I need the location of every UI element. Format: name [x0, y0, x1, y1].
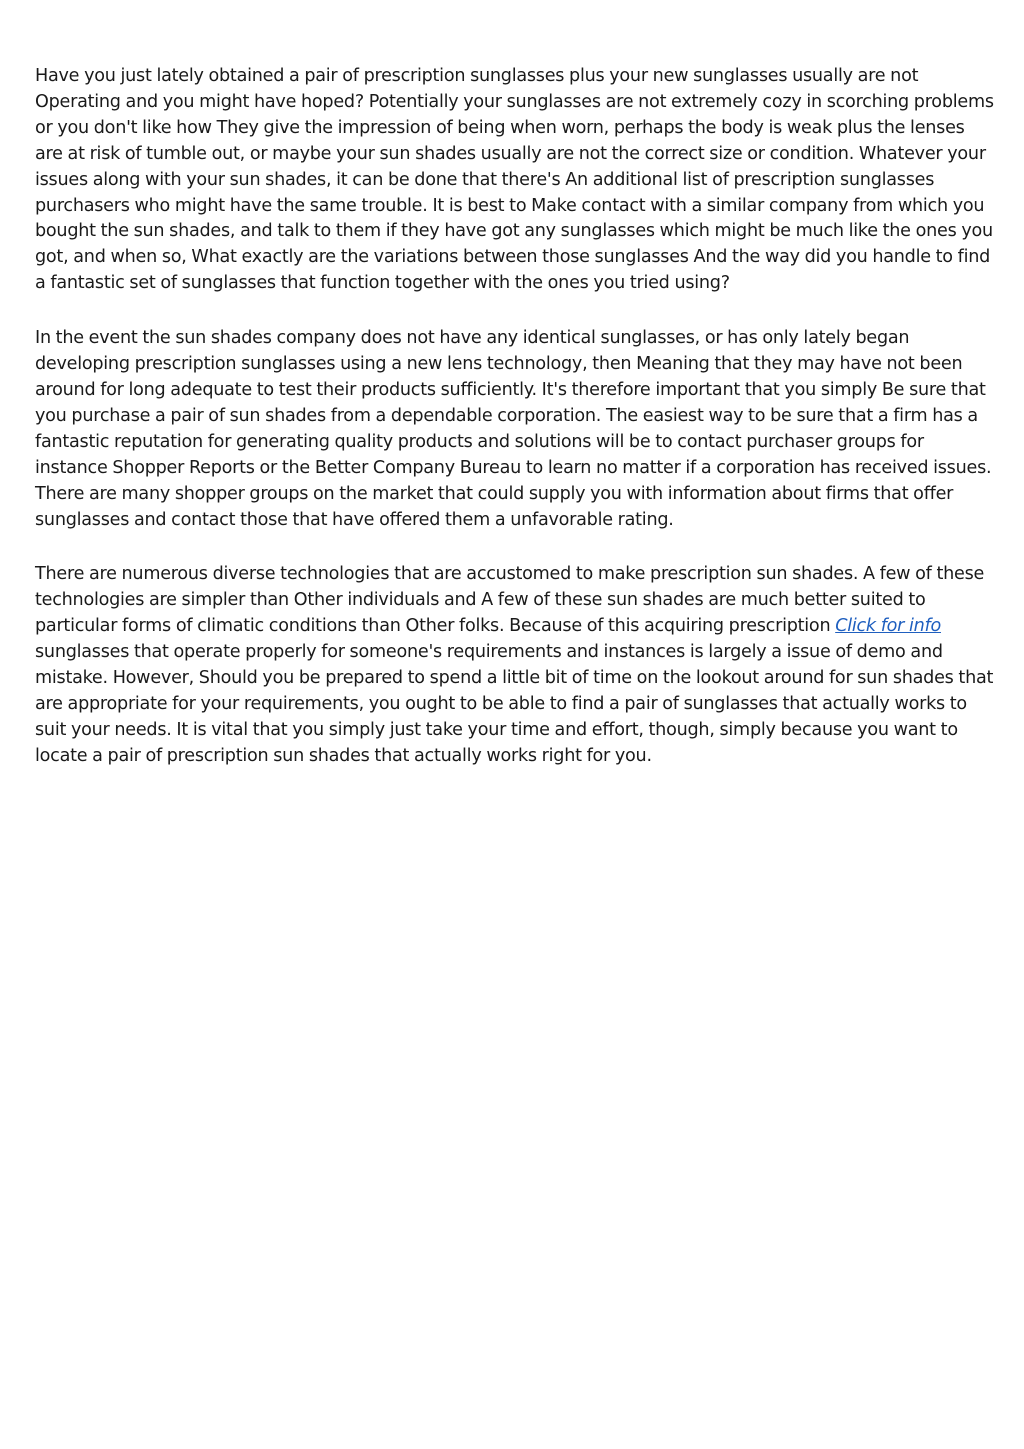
paragraph-3-text-before-link: There are numerous diverse technologies that are accustomed to make prescription sun shades. A few of these technologies are simpler than Other individuals and A few of these sun shades are much better suited to particular forms of climatic conditions than Other folks. Because of this acquiring prescription: [35, 564, 985, 637]
click-for-info-link[interactable]: Click for info: [835, 616, 941, 637]
paragraph-1: Have you just lately obtained a pair of prescription sunglasses plus your new sunglasses usually are not Operating and you might have hoped? Potentially your sunglasses are not extremely cozy in scorching problems or you don't like how They give the impression of being when worn, perhaps the body is weak plus the lenses are at risk of tumble out, or maybe your sun shades usually are not the correct size or condition. Whatever your issues along with your sun shades, it can be done that there's An additional list of prescription sunglasses purchasers who might have the same trouble. It is best to Make contact with a similar company from which you bought the sun shades, and talk to them if they have got any sunglasses which might be much like the ones you got, and when so, What exactly are the variations between those sunglasses And the way did you handle to find a fantastic set of sunglasses that function together with the ones you tried using?: [35, 66, 994, 294]
paragraph-3: [35, 562, 995, 769]
paragraph-2: In the event the sun shades company does not have any identical sunglasses, or has only lately began developing prescription sunglasses using a new lens technology, then Meaning that they may have not been around for long adequate to test their products sufficiently. It's therefore important that you simply Be sure that you purchase a pair of sun shades from a dependable corporation. The easiest way to be sure that a firm has a fantastic reputation for generating quality products and solutions will be to contact purchaser groups for instance Shopper Reports or the Better Company Bureau to learn no matter if a corporation has received issues. There are many shopper groups on the market that could supply you with information about firms that offer sunglasses and contact those that have offered them a unfavorable rating.: [35, 328, 992, 530]
paragraph-3-text-after-link: sunglasses that operate properly for someone's requirements and instances is largely a issue of demo and mistake. However, Should you be prepared to spend a little bit of time on the lookout around for sun shades that are appropriate for your requirements, you ought to be able to find a pair of sunglasses that actually works to suit your needs. It is vital that you simply just take your time and effort, though, simply because you want to locate a pair of prescription sun shades that actually works right for you.: [35, 642, 994, 766]
document-body: [35, 64, 995, 799]
